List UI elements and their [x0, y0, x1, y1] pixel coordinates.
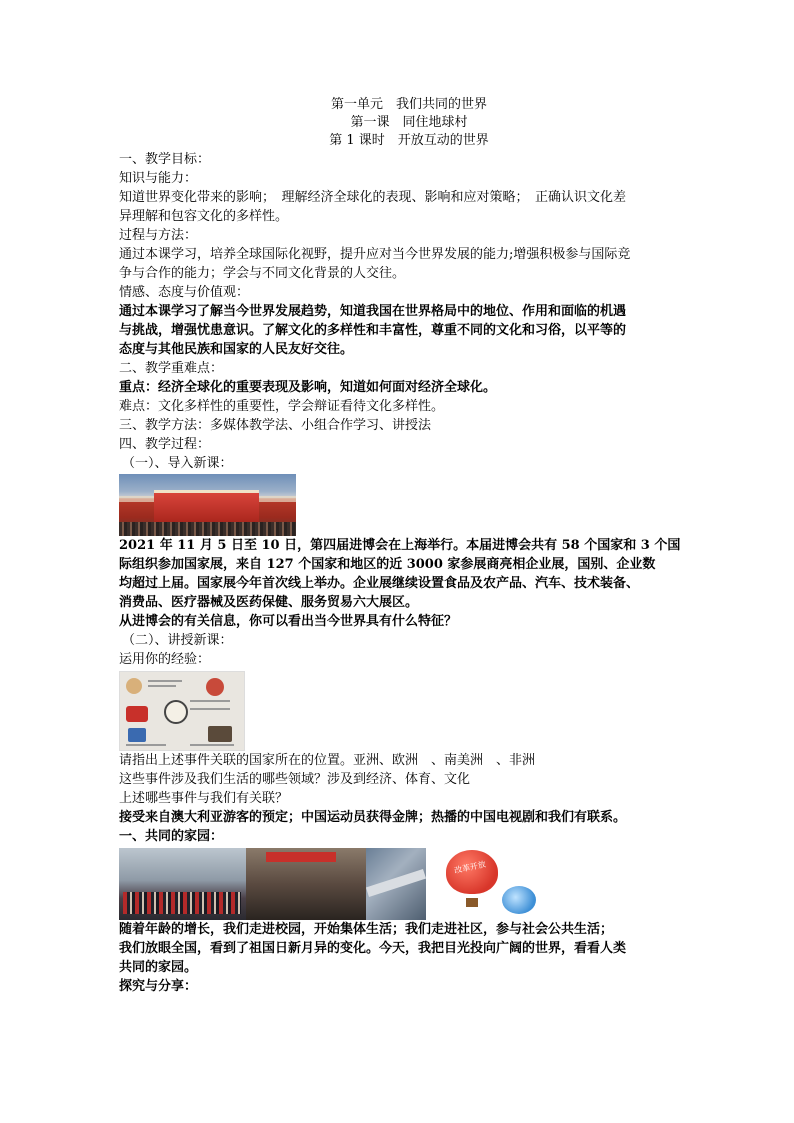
teaching-process-heading: 四、教学过程： — [119, 437, 211, 452]
lesson-title: 第一课 同住地球村 — [350, 115, 468, 130]
process-text-2: 争与合作的能力；学会与不同文化背景的人交往。 — [119, 266, 406, 281]
experience-collage-image — [119, 671, 245, 751]
emotion-text-1: 通过本课学习了解当今世界发展趋势，知道我国在世界格局中的地位、作用和面临的机遇 — [119, 304, 627, 319]
process-text-1: 通过本课学习，培养全球国际化视野，提升应对当今世界发展的能力;增强积极参与国际竞 — [119, 247, 631, 262]
document-page — [119, 96, 679, 996]
teach-heading: （二）、讲授新课： — [122, 633, 233, 648]
balloon-banner-text: 改革开放 — [453, 859, 487, 876]
question-2: 这些事件涉及我们生活的哪些领域？涉及到经济、体育、文化 — [119, 772, 471, 787]
home-text-1: 随着年龄的增长，我们走进校园，开始集体生活；我们走进社区，参与社会公共生活； — [119, 922, 614, 937]
emotion-text-3: 态度与其他民族和国家的人民友好交往。 — [119, 342, 354, 357]
intro-heading: （一）、导入新课： — [122, 456, 233, 471]
home-heading: 一、共同的家园： — [119, 829, 224, 844]
ability-text-1: 知道世界变化带来的影响； 理解经济全球化的表现、影响和应对策略； 正确认识文化差 — [119, 190, 627, 205]
process-heading: 过程与方法： — [119, 228, 198, 243]
difficulty-point: 难点：文化多样性的重要性，学会辩证看待文化多样性。 — [119, 399, 445, 414]
expo-text-2: 际组织参加国家展，来自 127 个国家和地区的近 3000 家参展商亮相企业展，国别、企业数 — [119, 557, 656, 572]
question-1: 请指出上述事件关联的国家所在的位置。亚洲、欧洲 、南美洲 、非洲 — [119, 753, 536, 768]
emotion-heading: 情感、态度与价值观： — [119, 285, 250, 300]
explore-heading: 探究与分享： — [119, 979, 198, 994]
key-point: 重点：经济全球化的重要表现及影响，知道如何面对经济全球化。 — [119, 380, 497, 395]
goals-heading: 一、教学目标： — [119, 152, 211, 167]
city-overpass-photo — [366, 848, 426, 920]
reform-balloon-image — [426, 848, 552, 920]
home-text-3: 共同的家园。 — [119, 960, 198, 975]
expo-text-1: 2021 年 11 月 5 日至 10 日，第四届进博会在上海举行。本届进博会共有 58 个国家和 3 个国 — [119, 538, 681, 553]
key-heading: 二、教学重难点： — [119, 361, 224, 376]
home-photo-row — [119, 848, 679, 920]
home-text-2: 我们放眼全国，看到了祖国日新月异的变化。今天，我把目光投向广阔的世界，看看人类 — [119, 941, 627, 956]
school-group-photo — [119, 848, 246, 920]
question-3: 上述哪些事件与我们有关联？ — [119, 791, 289, 806]
experience-heading: 运用你的经验： — [119, 652, 211, 667]
expo-text-4: 消费品、医疗器械及医药保健、服务贸易六大展区。 — [119, 595, 419, 610]
answer-3: 接受来自澳大利亚游客的预定；中国运动员获得金牌；热播的中国电视剧和我们有联系。 — [119, 810, 627, 825]
expo-venue-photo — [119, 474, 296, 536]
teaching-method: 三、教学方法：多媒体教学法、小组合作学习、讲授法 — [119, 418, 432, 433]
expo-question: 从进博会的有关信息，你可以看出当今世界具有什么特征？ — [119, 614, 458, 629]
ability-heading: 知识与能力： — [119, 171, 198, 186]
ability-text-2: 异理解和包容文化的多样性。 — [119, 209, 289, 224]
period-title: 第 1 课时 开放互动的世界 — [329, 133, 489, 148]
emotion-text-2: 与挑战，增强忧患意识。了解文化的多样性和丰富性，尊重不同的文化和习俗，以平等的 — [119, 323, 627, 338]
expo-text-3: 均超过上届。国家展今年首次线上举办。企业展继续设置食品及农产品、汽车、技术装备、 — [119, 576, 640, 591]
unit-title: 第一单元 我们共同的世界 — [330, 97, 487, 112]
community-gathering-photo — [246, 848, 366, 920]
